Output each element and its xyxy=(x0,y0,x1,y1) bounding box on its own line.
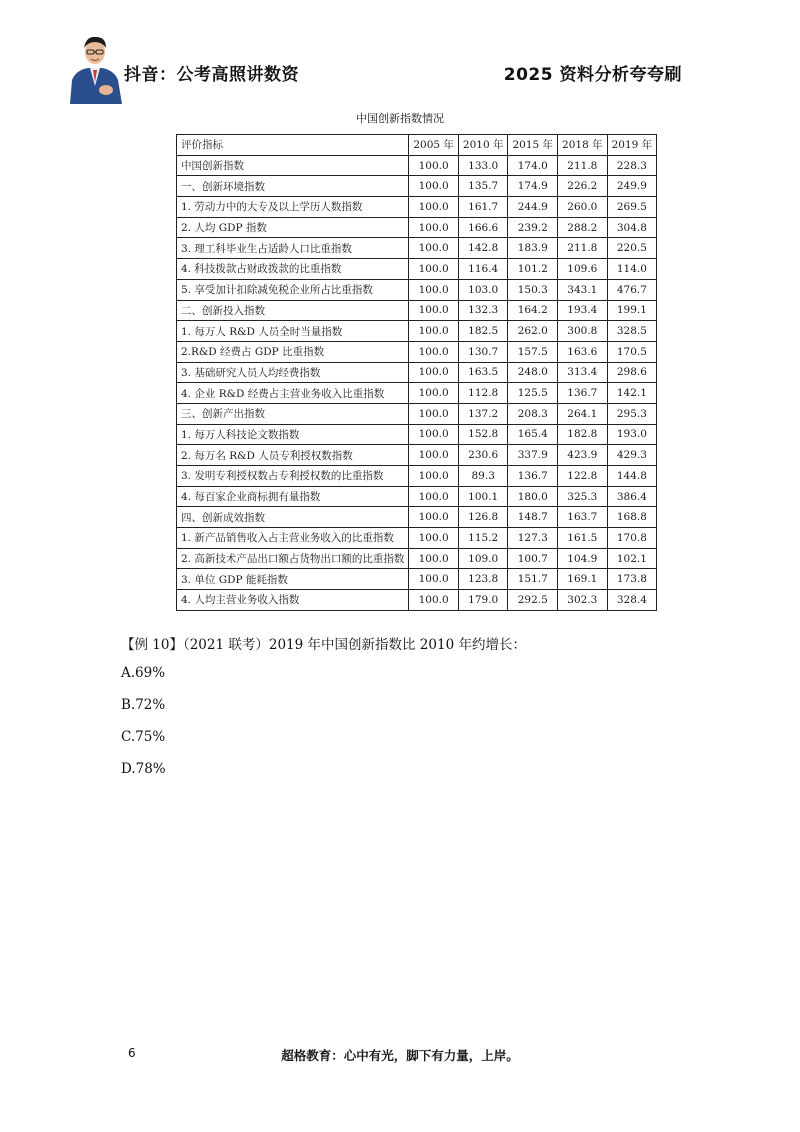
cell-value: 114.0 xyxy=(607,259,657,280)
table-row xyxy=(177,321,657,342)
cell-value: 100.0 xyxy=(409,341,459,362)
row-label: 2. 高新技术产品出口额占货物出口额的比重指数 xyxy=(177,548,409,569)
table-title: 中国创新指数情况 xyxy=(356,112,444,125)
page-number: 6 xyxy=(128,1046,136,1060)
table-row xyxy=(177,548,657,569)
cell-value: 180.0 xyxy=(508,486,558,507)
cell-value: 142.1 xyxy=(607,383,657,404)
header-left-title: 抖音：公考高照讲数资 xyxy=(124,65,299,85)
cell-value: 295.3 xyxy=(607,403,657,424)
row-label: 3. 单位 GDP 能耗指数 xyxy=(177,569,409,590)
cell-value: 300.8 xyxy=(558,321,608,342)
cell-value: 182.8 xyxy=(558,424,608,445)
cell-value: 136.7 xyxy=(558,383,608,404)
cell-value: 126.8 xyxy=(458,507,508,528)
row-label: 2.R&D 经费占 GDP 比重指数 xyxy=(177,341,409,362)
cell-value: 264.1 xyxy=(558,403,608,424)
cell-value: 211.8 xyxy=(558,155,608,176)
row-label: 四、创新成效指数 xyxy=(177,507,409,528)
cell-value: 103.0 xyxy=(458,279,508,300)
presenter-avatar xyxy=(66,30,124,104)
cell-value: 100.0 xyxy=(409,486,459,507)
cell-value: 100.0 xyxy=(409,155,459,176)
cell-value: 102.1 xyxy=(607,548,657,569)
cell-value: 260.0 xyxy=(558,197,608,218)
column-header: 评价指标 xyxy=(177,135,409,156)
column-header: 2010 年 xyxy=(458,135,508,156)
table-row xyxy=(177,383,657,404)
cell-value: 476.7 xyxy=(607,279,657,300)
cell-value: 163.5 xyxy=(458,362,508,383)
row-label: 三、创新产出指数 xyxy=(177,403,409,424)
cell-value: 208.3 xyxy=(508,403,558,424)
cell-value: 100.0 xyxy=(409,445,459,466)
row-label: 1. 每万人科技论文数指数 xyxy=(177,424,409,445)
cell-value: 122.8 xyxy=(558,466,608,487)
table-row xyxy=(177,569,657,590)
cell-value: 337.9 xyxy=(508,445,558,466)
cell-value: 100.0 xyxy=(409,197,459,218)
cell-value: 183.9 xyxy=(508,238,558,259)
header-right-title: 2025 资料分析夸夸刷 xyxy=(503,65,682,85)
cell-value: 170.8 xyxy=(607,528,657,549)
row-label: 1. 每万人 R&D 人员全时当量指数 xyxy=(177,321,409,342)
cell-value: 104.9 xyxy=(558,548,608,569)
cell-value: 100.0 xyxy=(409,238,459,259)
table-row xyxy=(177,217,657,238)
column-header: 2018 年 xyxy=(558,135,608,156)
cell-value: 89.3 xyxy=(458,466,508,487)
row-label: 3. 发明专利授权数占专利授权数的比重指数 xyxy=(177,466,409,487)
cell-value: 169.1 xyxy=(558,569,608,590)
table-row xyxy=(177,155,657,176)
cell-value: 100.0 xyxy=(409,548,459,569)
cell-value: 100.0 xyxy=(409,176,459,197)
cell-value: 100.7 xyxy=(508,548,558,569)
cell-value: 262.0 xyxy=(508,321,558,342)
cell-value: 325.3 xyxy=(558,486,608,507)
cell-value: 199.1 xyxy=(607,300,657,321)
cell-value: 100.0 xyxy=(409,403,459,424)
cell-value: 173.8 xyxy=(607,569,657,590)
cell-value: 164.2 xyxy=(508,300,558,321)
cell-value: 130.7 xyxy=(458,341,508,362)
cell-value: 328.5 xyxy=(607,321,657,342)
cell-value: 157.5 xyxy=(508,341,558,362)
cell-value: 239.2 xyxy=(508,217,558,238)
row-label: 中国创新指数 xyxy=(177,155,409,176)
cell-value: 313.4 xyxy=(558,362,608,383)
table-row xyxy=(177,590,657,611)
row-label: 3. 理工科毕业生占适龄人口比重指数 xyxy=(177,238,409,259)
table-row xyxy=(177,362,657,383)
cell-value: 100.0 xyxy=(409,321,459,342)
cell-value: 249.9 xyxy=(607,176,657,197)
table-row xyxy=(177,466,657,487)
column-header: 2019 年 xyxy=(607,135,657,156)
table-row xyxy=(177,176,657,197)
table-row xyxy=(177,445,657,466)
cell-value: 109.0 xyxy=(458,548,508,569)
option-d: D.78% xyxy=(121,761,166,777)
cell-value: 100.0 xyxy=(409,279,459,300)
cell-value: 100.0 xyxy=(409,362,459,383)
cell-value: 161.5 xyxy=(558,528,608,549)
question-text: 【例 10】（2021 联考）2019 年中国创新指数比 2010 年约增长： xyxy=(121,637,526,653)
cell-value: 292.5 xyxy=(508,590,558,611)
table-row xyxy=(177,259,657,280)
row-label: 1. 劳动力中的大专及以上学历人数指数 xyxy=(177,197,409,218)
cell-value: 174.0 xyxy=(508,155,558,176)
cell-value: 168.8 xyxy=(607,507,657,528)
cell-value: 137.2 xyxy=(458,403,508,424)
cell-value: 288.2 xyxy=(558,217,608,238)
column-header: 2015 年 xyxy=(508,135,558,156)
table-row xyxy=(177,238,657,259)
cell-value: 100.0 xyxy=(409,569,459,590)
cell-value: 132.3 xyxy=(458,300,508,321)
row-label: 4. 企业 R&D 经费占主营业务收入比重指数 xyxy=(177,383,409,404)
cell-value: 220.5 xyxy=(607,238,657,259)
cell-value: 193.0 xyxy=(607,424,657,445)
cell-value: 136.7 xyxy=(508,466,558,487)
row-label: 5. 享受加计扣除减免税企业所占比重指数 xyxy=(177,279,409,300)
table-row xyxy=(177,507,657,528)
cell-value: 144.8 xyxy=(607,466,657,487)
cell-value: 211.8 xyxy=(558,238,608,259)
cell-value: 328.4 xyxy=(607,590,657,611)
column-header: 2005 年 xyxy=(409,135,459,156)
table-row xyxy=(177,486,657,507)
cell-value: 152.8 xyxy=(458,424,508,445)
cell-value: 100.0 xyxy=(409,217,459,238)
cell-value: 182.5 xyxy=(458,321,508,342)
footer-slogan: 超格教育：心中有光，脚下有力量，上岸。 xyxy=(281,1048,519,1063)
cell-value: 179.0 xyxy=(458,590,508,611)
cell-value: 100.0 xyxy=(409,424,459,445)
cell-value: 161.7 xyxy=(458,197,508,218)
cell-value: 100.0 xyxy=(409,528,459,549)
table-row xyxy=(177,424,657,445)
cell-value: 100.1 xyxy=(458,486,508,507)
row-label: 一、创新环境指数 xyxy=(177,176,409,197)
row-label: 2. 每万名 R&D 人员专利授权数指数 xyxy=(177,445,409,466)
cell-value: 100.0 xyxy=(409,383,459,404)
cell-value: 166.6 xyxy=(458,217,508,238)
cell-value: 101.2 xyxy=(508,259,558,280)
table-row xyxy=(177,528,657,549)
cell-value: 142.8 xyxy=(458,238,508,259)
table-row xyxy=(177,403,657,424)
cell-value: 133.0 xyxy=(458,155,508,176)
option-c: C.75% xyxy=(121,729,166,745)
option-a: A.69% xyxy=(121,665,166,681)
cell-value: 151.7 xyxy=(508,569,558,590)
cell-value: 112.8 xyxy=(458,383,508,404)
cell-value: 163.7 xyxy=(558,507,608,528)
cell-value: 100.0 xyxy=(409,466,459,487)
table-row xyxy=(177,197,657,218)
cell-value: 125.5 xyxy=(508,383,558,404)
table-row xyxy=(177,341,657,362)
cell-value: 100.0 xyxy=(409,259,459,280)
cell-value: 429.3 xyxy=(607,445,657,466)
row-label: 二、创新投入指数 xyxy=(177,300,409,321)
cell-value: 165.4 xyxy=(508,424,558,445)
cell-value: 127.3 xyxy=(508,528,558,549)
cell-value: 174.9 xyxy=(508,176,558,197)
cell-value: 170.5 xyxy=(607,341,657,362)
cell-value: 109.6 xyxy=(558,259,608,280)
cell-value: 100.0 xyxy=(409,590,459,611)
row-label: 4. 每百家企业商标拥有量指数 xyxy=(177,486,409,507)
cell-value: 230.6 xyxy=(458,445,508,466)
cell-value: 148.7 xyxy=(508,507,558,528)
cell-value: 423.9 xyxy=(558,445,608,466)
row-label: 4. 人均主营业务收入指数 xyxy=(177,590,409,611)
table-header-row xyxy=(177,135,657,156)
cell-value: 116.4 xyxy=(458,259,508,280)
innovation-index-table xyxy=(176,134,657,611)
row-label: 4. 科技拨款占财政拨款的比重指数 xyxy=(177,259,409,280)
cell-value: 150.3 xyxy=(508,279,558,300)
row-label: 2. 人均 GDP 指数 xyxy=(177,217,409,238)
cell-value: 135.7 xyxy=(458,176,508,197)
cell-value: 228.3 xyxy=(607,155,657,176)
cell-value: 193.4 xyxy=(558,300,608,321)
cell-value: 248.0 xyxy=(508,362,558,383)
cell-value: 115.2 xyxy=(458,528,508,549)
cell-value: 298.6 xyxy=(607,362,657,383)
table-row xyxy=(177,300,657,321)
cell-value: 226.2 xyxy=(558,176,608,197)
cell-value: 343.1 xyxy=(558,279,608,300)
cell-value: 304.8 xyxy=(607,217,657,238)
table-row xyxy=(177,279,657,300)
cell-value: 244.9 xyxy=(508,197,558,218)
cell-value: 100.0 xyxy=(409,300,459,321)
cell-value: 269.5 xyxy=(607,197,657,218)
cell-value: 386.4 xyxy=(607,486,657,507)
cell-value: 123.8 xyxy=(458,569,508,590)
cell-value: 163.6 xyxy=(558,341,608,362)
option-b: B.72% xyxy=(121,697,166,713)
row-label: 3. 基础研究人员人均经费指数 xyxy=(177,362,409,383)
row-label: 1. 新产品销售收入占主营业务收入的比重指数 xyxy=(177,528,409,549)
cell-value: 302.3 xyxy=(558,590,608,611)
cell-value: 100.0 xyxy=(409,507,459,528)
